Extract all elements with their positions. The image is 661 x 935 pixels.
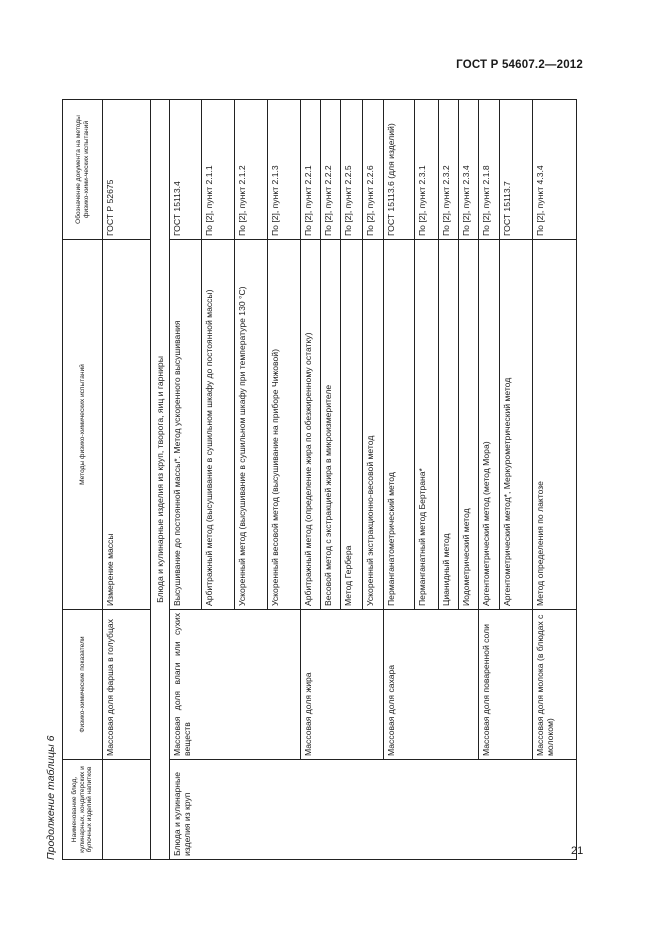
table-caption: Продолжение таблицы 6 [45,735,57,860]
table-row [533,100,577,860]
method-cell: Ускоренный весовой метод (высушивание на приборе Чижовой) [268,240,301,610]
methods-table [62,99,577,860]
indicator-cell: Массовая доля жира [301,610,384,760]
doc-cell: По [2], пункт 2.3.2 [439,100,459,240]
table-row [301,100,321,860]
doc-cell: ГОСТ 15113.4 [170,100,202,240]
section-title: Блюда и кулинарные изделия из круп, творога, яиц и гарниры [151,100,170,860]
col-header-dishes: Наименование блюд, кулинарных, кондитерских и булочных изделий напитков [63,760,103,860]
method-cell: Ускоренный метод (высушивание в сушильном шкафу при температуре 130 °С) [235,240,268,610]
method-cell: Перманганатометрический метод [384,240,415,610]
table-row [103,100,151,860]
method-cell: Иодометрический метод [459,240,479,610]
method-cell: Аргентометрический метод*, Меркурометрический метод [500,240,533,610]
doc-cell: По [2], пункт 2.1.8 [479,100,500,240]
method-cell: Весовой метод с экстракцией жира в микроизмерителе [321,240,341,610]
dish-group-cell: Блюда и кулинарные изделия из круп [170,760,577,860]
rotated-table-block [40,100,560,860]
indicator-cell: Массовая доля сахара [384,610,479,760]
doc-cell: По [2], пункт 2.1.3 [268,100,301,240]
doc-cell: По [2], пункт 2.2.2 [321,100,341,240]
indicator-cell: Массовая доля фарша в голубцах [103,610,151,760]
table-row [170,100,202,860]
indicator-cell: Массовая доля молока (в блюдах с молоком) [533,610,577,760]
col-header-document: Обозначение документа на методы физико-хими-ческих испытаний [63,100,103,240]
method-cell: Арбитражный метод (высушивание в сушильном шкафу до постоянной массы) [202,240,235,610]
page-number: 21 [571,845,584,857]
doc-cell: По [2], пункт 2.1.1 [202,100,235,240]
doc-cell: По [2], пункт 2.3.1 [415,100,439,240]
doc-cell: По [2], пункт 2.2.5 [341,100,363,240]
doc-cell: По [2], пункт 2.2.6 [363,100,384,240]
col-header-methods: Методы физико-химических испытаний [63,240,103,610]
method-cell: Цианидный метод [439,240,459,610]
dish-cell-empty [103,760,151,860]
section-row [151,100,170,860]
standard-code: ГОСТ Р 54607.2—2012 [456,59,583,71]
indicator-cell: Массовая доля поваренной соли [479,610,533,760]
table-row [479,100,500,860]
method-cell: Измерение массы [103,240,151,610]
method-cell: Ускоренный экстракционно-весовой метод [363,240,384,610]
doc-cell: По [2], пункт 2.2.1 [301,100,321,240]
doc-cell: ГОСТ Р 52675 [103,100,151,240]
col-header-indicators: Физико-химические показатели [63,610,103,760]
doc-cell: ГОСТ 15113.7 [500,100,533,240]
method-cell: Аргентометрический метод (метод Мора) [479,240,500,610]
method-cell: Метод определения по лактозе [533,240,577,610]
doc-cell: По [2], пункт 4.3.4 [533,100,577,240]
doc-cell: ГОСТ 15113.6 (для изделий) [384,100,415,240]
method-cell: Высушивание до постоянной массы*. Метод ускоренного высушивания [170,240,202,610]
method-cell: Арбитражный метод (определение жира по обезжиренному остатку) [301,240,321,610]
table-row [384,100,415,860]
indicator-cell: Массовая доля влаги или сухих веществ [170,610,301,760]
method-cell: Метод Гербера [341,240,363,610]
doc-cell: По [2], пункт 2.3.4 [459,100,479,240]
table-header-row [63,100,103,860]
doc-cell: По [2], пункт 2.1.2 [235,100,268,240]
method-cell: Перманганатный метод Бертрана* [415,240,439,610]
